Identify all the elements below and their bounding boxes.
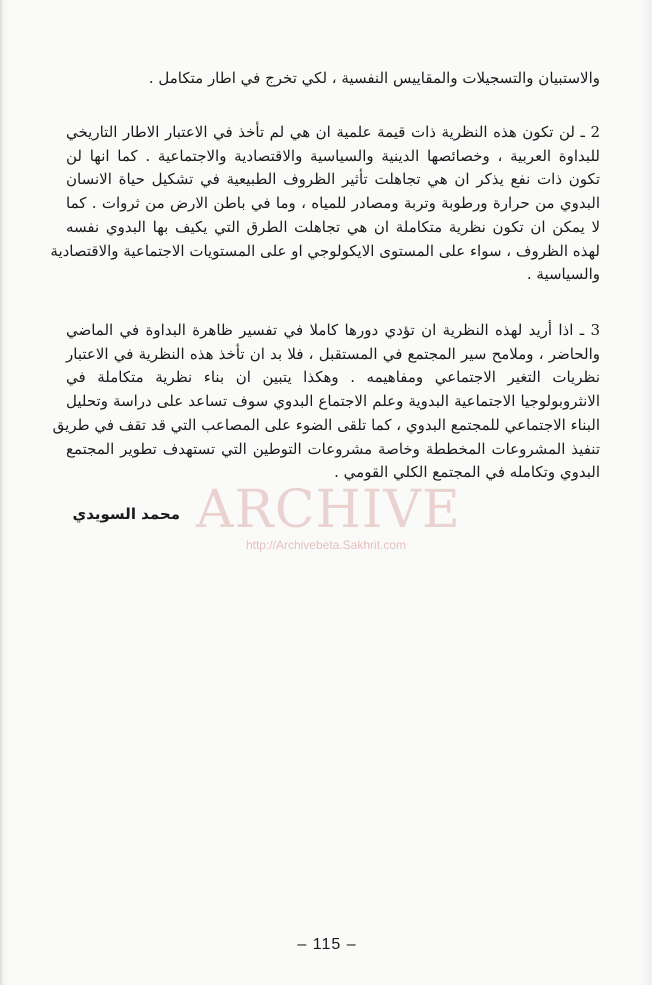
text-line: والاستبيان والتسجيلات والمقاييس النفسية ، لكي تخرج في اطار متكامل . bbox=[148, 69, 600, 87]
text-line: لهذه الظروف ، سواء على المستوى الايكولوجي او على المستويات الاجتماعية والاقتصادية bbox=[50, 241, 600, 260]
archive-watermark bbox=[196, 480, 461, 560]
text-line: تنفيذ المشروعات المخططة وخاصة مشروعات التوطين التي تستهدف تطوير المجتمع bbox=[66, 439, 600, 458]
text-line: الانثروبولوجيا الاجتماعية البدوية وعلم الاجتماع البدوي سوف تساعد على دراسة وتحليل bbox=[66, 392, 600, 411]
text-line: والحاضر ، وملامح سير المجتمع في المستقبل ، فلا بد ان تأخذ هذه النظرية في الاعتبار bbox=[66, 344, 600, 363]
paragraph-2 bbox=[50, 121, 600, 287]
watermark-logo: ARCHIVE bbox=[196, 480, 461, 540]
text-line: البدوي من حرارة ورطوبة وتربة ومصادر للمياه ، وما في باطن الارض من ثروات . كما bbox=[66, 194, 600, 213]
author-signature: محمد السويدي bbox=[72, 505, 180, 523]
text-line: البناء الاجتماعي للمجتمع البدوي ، كما تلقى الضوء على المصاعب التي قد تقف في طريق bbox=[52, 415, 600, 434]
text-line: تكون ذات نفع يذكر ان هي تجاهلت تأثير الظروف الطبيعية في تشكيل حياة الانسان bbox=[66, 170, 600, 189]
text-line: نظريات التغير الاجتماعي ومفاهيمه . وهكذا يتبين ان بناء نظرية متكاملة في bbox=[66, 368, 600, 387]
text-line: 2 ـ لن تكون هذه النظرية ذات قيمة علمية ان هي لم تأخذ في الاعتبار الاطار التاريخي bbox=[66, 123, 600, 141]
text-line: للبداوة العربية ، وخصائصها الدينية والسياسية والاقتصادية والاجتماعية . كما انها لن bbox=[66, 146, 600, 165]
text-line: لا يمكن ان تكون نظرية متكاملة ان هي تجاهلت الطرق التي يكيف بها البدوي نفسه bbox=[66, 217, 600, 236]
paragraph-1 bbox=[66, 67, 600, 91]
watermark-url: http://Archivebeta.Sakhrit.com bbox=[245, 538, 407, 552]
text-line: والسياسية . bbox=[526, 265, 600, 284]
text-line: 3 ـ اذا أريد لهذه النظرية ان تؤدي دورها كاملا في تفسير ظاهرة البداوة في الماضي bbox=[66, 321, 600, 339]
page-number: – 115 – bbox=[297, 936, 357, 953]
paragraph-3 bbox=[52, 319, 600, 485]
text-line: البدوي وتكامله في المجتمع الكلي القومي . bbox=[334, 463, 600, 482]
